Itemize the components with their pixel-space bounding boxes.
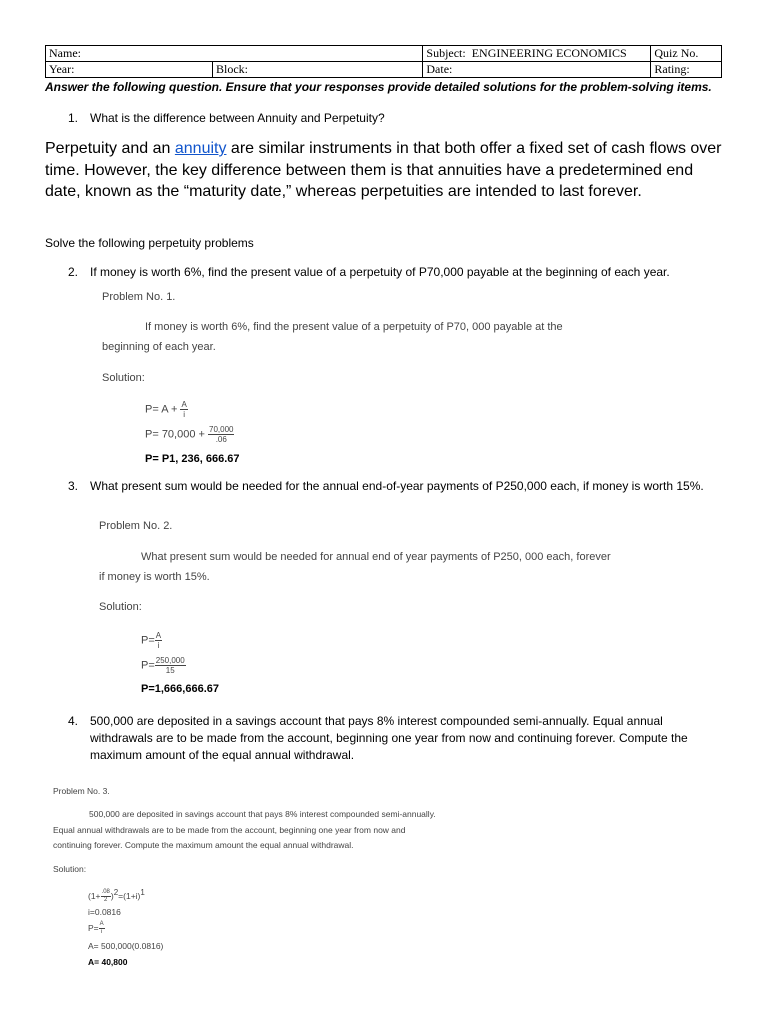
name-label: Name: (49, 46, 81, 60)
fraction (208, 425, 234, 444)
fraction (155, 656, 186, 675)
frac-den: i (100, 929, 103, 935)
quiz-cell[interactable] (651, 46, 722, 62)
year-label: Year: (49, 62, 75, 76)
frac-den: .06 (215, 435, 227, 444)
question-number: 4. (68, 714, 79, 728)
solution-3-result: A= 40,800 (88, 957, 128, 967)
frac-num: .08 (101, 889, 110, 896)
quiz-label: Quiz No. (654, 46, 699, 60)
solution-2-result: P=1,666,666.67 (141, 683, 219, 695)
subject-label: Subject: (426, 46, 466, 60)
eq-left: P= (141, 634, 155, 647)
problem-3-line1: 500,000 are deposited in savings account that pays 8% interest compounded semi-annually. (89, 809, 436, 819)
frac-num: A (99, 921, 104, 927)
block-cell[interactable] (213, 62, 423, 78)
solution-3-eq1 (88, 888, 145, 904)
problem-2-line2: if money is worth 15%. (99, 571, 210, 583)
frac-den: 2 (104, 897, 108, 904)
solution-1-result: P= P1, 236, 666.67 (145, 453, 240, 465)
name-cell[interactable] (46, 46, 423, 62)
problem-1-line1: If money is worth 6%, find the present value of a perpetuity of P70, 000 payable at the (145, 321, 563, 333)
exponent: 2 (113, 888, 119, 897)
solution-2-eq2 (141, 656, 186, 675)
question-text: What present sum would be needed for the annual end-of-year payments of P250,000 each, if money is worth 15%. (90, 479, 704, 493)
frac-num: 70,000 (209, 425, 234, 434)
frac-num: A (155, 631, 162, 640)
problem-3-line2: Equal annual withdrawals are to be made from the account, beginning one year from now and (53, 825, 406, 835)
rating-label: Rating: (654, 62, 690, 76)
eq-mid: =(1+i) (118, 890, 141, 901)
problem-3-line3: continuing forever. Compute the maximum amount the equal annual withdrawal. (53, 840, 354, 850)
solution-3-eq2: i=0.0816 (88, 907, 121, 917)
header-table (45, 45, 722, 78)
solution-3-eq4: A= 500,000(0.0816) (88, 941, 164, 951)
solution-3-label: Solution: (53, 864, 87, 874)
frac-den: 15 (165, 666, 175, 675)
frac-den: i (183, 410, 186, 419)
fraction (99, 921, 105, 936)
eq-left: P= (141, 659, 155, 672)
problem-1-title: Problem No. 1. (102, 291, 176, 303)
answer-text-post: are similar instruments in that both offer a fixed set of cash flows over time. However, the key difference between them is that annuities have a predetermined end date, known as the “maturity date,” whereas perpetuities are intended to last forever. (45, 140, 722, 200)
problem-2-title: Problem No. 2. (99, 520, 173, 532)
question-2 (68, 264, 730, 281)
annuity-link[interactable]: annuity (174, 140, 227, 157)
question-text: If money is worth 6%, find the present value of a perpetuity of P70,000 payable at the beginning of each year. (90, 265, 670, 279)
eq-left: P= (88, 922, 99, 933)
subject-value: ENGINEERING ECONOMICS (471, 46, 627, 60)
section-title: Solve the following perpetuity problems (45, 236, 254, 250)
solution-1-eq1 (145, 400, 188, 419)
eq-open: (1+ (88, 890, 101, 901)
fraction (180, 400, 187, 419)
subject-cell[interactable] (423, 46, 651, 62)
solution-1-label: Solution: (102, 372, 145, 384)
problem-3-title: Problem No. 3. (53, 786, 110, 796)
eq-left: P= A + (145, 403, 178, 416)
instructions: Answer the following question. Ensure that your responses provide detailed solutions for the problem-solving items. (45, 80, 712, 94)
exponent: 1 (140, 888, 145, 897)
date-label: Date: (426, 62, 453, 76)
rating-cell[interactable] (651, 62, 722, 78)
solution-3-eq3 (88, 921, 105, 936)
eq-close: ) (110, 890, 114, 901)
problem-2-line1: What present sum would be needed for annual end of year payments of P250, 000 each, forever (141, 551, 611, 563)
question-4 (68, 713, 720, 764)
frac-den: i (157, 641, 160, 650)
question-text: What is the difference between Annuity and Perpetuity? (90, 111, 385, 125)
fraction (101, 889, 111, 904)
solution-2-label: Solution: (99, 601, 142, 613)
problem-1-line2: beginning of each year. (102, 341, 216, 353)
eq-left: P= 70,000 + (145, 428, 205, 441)
block-label: Block: (216, 62, 248, 76)
question-1 (68, 110, 385, 127)
year-cell[interactable] (46, 62, 213, 78)
question-number: 3. (68, 479, 79, 493)
question-number: 2. (68, 265, 79, 279)
date-cell[interactable] (423, 62, 651, 78)
question-text: 500,000 are deposited in a savings account that pays 8% interest compounded semi-annually. Equal annual withdrawals are to be made from the account, beginning one year from now and continuing forever. Compute the maximum amount of the equal annual withdrawal. (90, 714, 688, 762)
solution-2-eq1 (141, 631, 162, 650)
frac-num: 250,000 (155, 656, 185, 665)
q1-answer (45, 138, 725, 203)
answer-text-pre: Perpetuity and an (45, 140, 175, 157)
question-number: 1. (68, 111, 79, 125)
fraction (155, 631, 162, 650)
question-3 (68, 478, 720, 495)
solution-1-eq2 (145, 425, 234, 444)
frac-num: A (181, 400, 187, 409)
